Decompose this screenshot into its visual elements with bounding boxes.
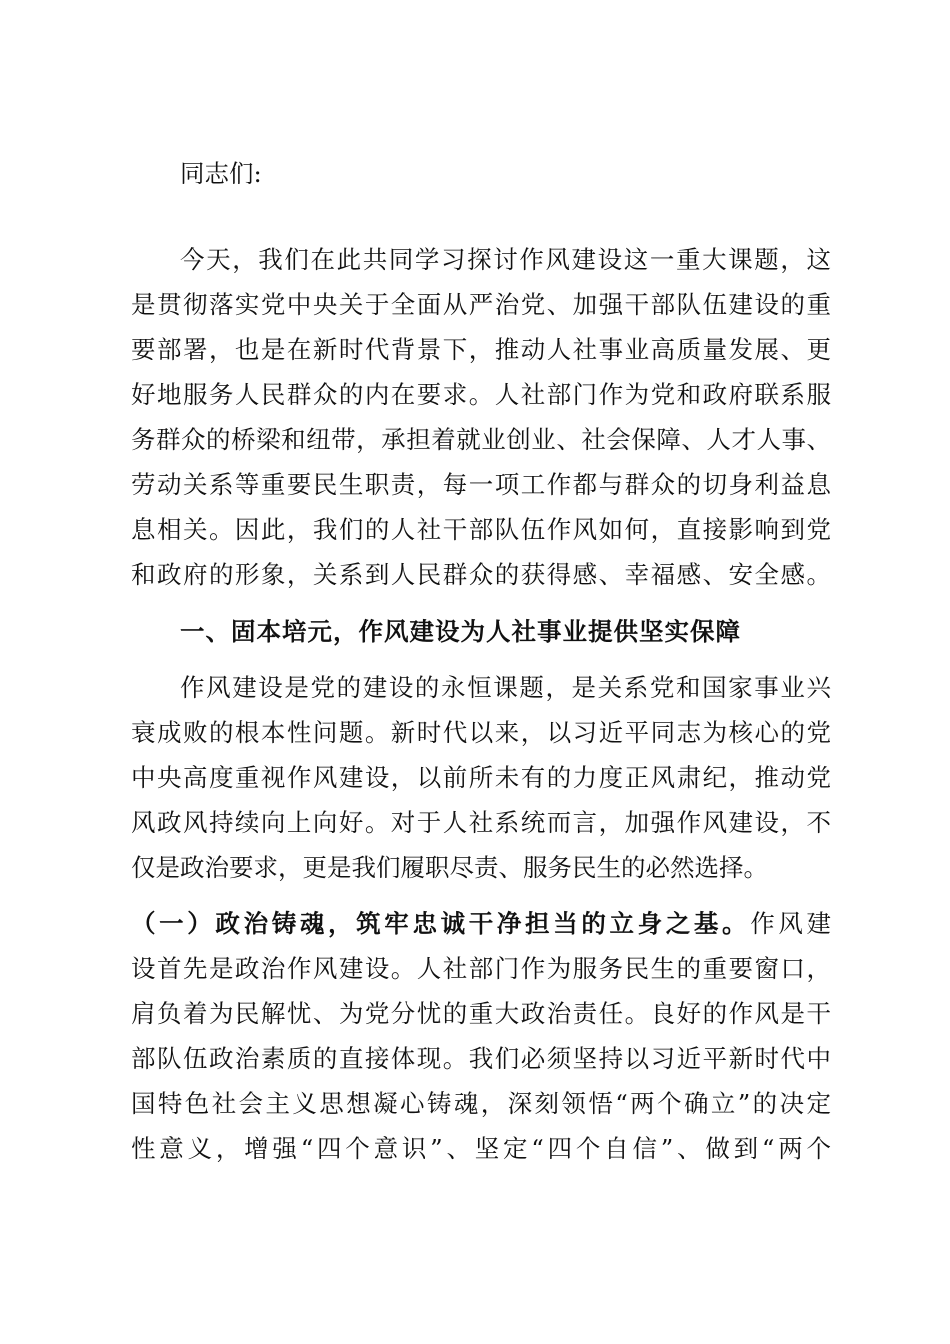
subsection-line-2: 设首先是政治作风建设。人社部门作为服务民生的重要窗口， (131, 954, 831, 983)
subsection-line-5: 国特色社会主义思想凝心铸魂，深刻领悟“两个确立”的决定 (131, 1089, 831, 1118)
subsection-heading: （一）政治铸魂，筑牢忠诚干净担当的立身之基。 (131, 909, 751, 938)
intro-line-6: 劳动关系等重要民生职责，每一项工作都与群众的切身利益息 (131, 470, 831, 499)
intro-line-2: 是贯彻落实党中央关于全面从严治党、加强干部队伍建设的重 (131, 290, 831, 319)
section1-line-3: 中央高度重视作风建设，以前所未有的力度正风肃纪，推动党 (131, 763, 831, 792)
section1-line-4: 风政风持续向上向好。对于人社系统而言，加强作风建设，不 (131, 808, 831, 837)
intro-line-4: 好地服务人民群众的内在要求。人社部门作为党和政府联系服 (131, 380, 831, 409)
salutation: 同志们: (180, 159, 262, 188)
subsection-first-line-rest: 作风建 (750, 909, 832, 938)
subsection-line-6: 性意义，增强“四个意识”、坚定“四个自信”、做到“两个 (131, 1134, 831, 1163)
subsection-line-4: 部队伍政治素质的直接体现。我们必须坚持以习近平新时代中 (131, 1044, 831, 1073)
intro-line-3: 要部署，也是在新时代背景下，推动人社事业高质量发展、更 (131, 335, 831, 364)
intro-line-8: 和政府的形象，关系到人民群众的获得感、幸福感、安全感。 (131, 560, 831, 589)
section-heading: 一、固本培元，作风建设为人社事业提供坚实保障 (180, 617, 741, 646)
section1-line-1: 作风建设是党的建设的永恒课题，是关系党和国家事业兴 (180, 673, 831, 702)
section1-line-2: 衰成败的根本性问题。新时代以来，以习近平同志为核心的党 (131, 718, 831, 747)
intro-line-1: 今天，我们在此共同学习探讨作风建设这一重大课题，这 (180, 245, 831, 274)
intro-line-7: 息相关。因此，我们的人社干部队伍作风如何，直接影响到党 (131, 515, 831, 544)
intro-line-5: 务群众的桥梁和纽带，承担着就业创业、社会保障、人才人事、 (131, 425, 831, 454)
subsection-first-line (131, 909, 831, 939)
section1-line-5: 仅是政治要求，更是我们履职尽责、服务民生的必然选择。 (131, 853, 768, 882)
subsection-line-3: 肩负着为民解忧、为党分忧的重大政治责任。良好的作风是干 (131, 999, 831, 1028)
